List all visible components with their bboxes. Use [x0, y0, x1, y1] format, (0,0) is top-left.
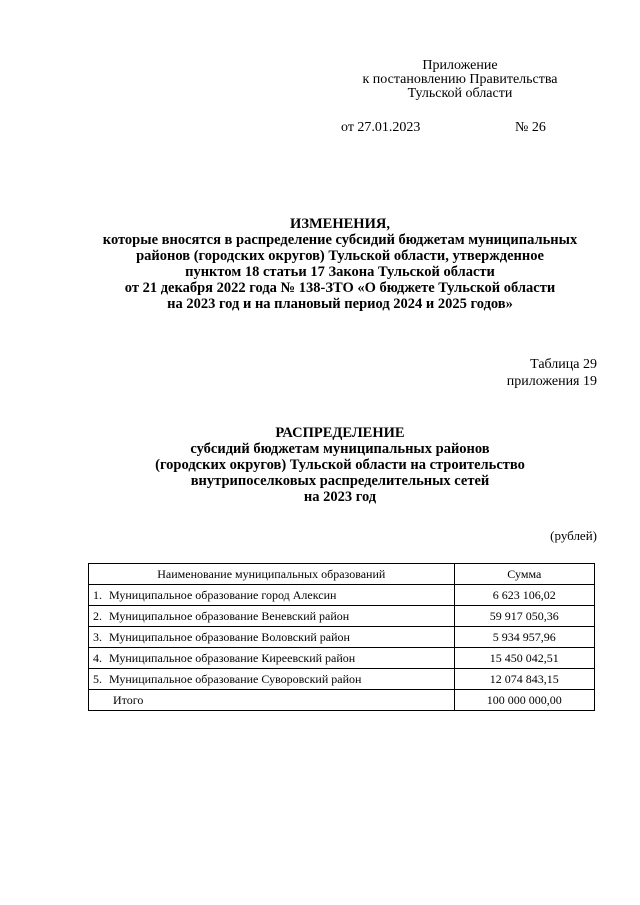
row-index: 4.	[93, 650, 102, 665]
changes-title	[40, 216, 640, 312]
row-index: 3.	[93, 629, 102, 644]
column-header-name: Наименование муниципальных образований	[89, 564, 455, 585]
appendix-decree-line: к постановлению Правительства	[362, 72, 558, 87]
table-row	[89, 606, 595, 627]
table-row	[89, 585, 595, 606]
changes-title-line: пунктом 18 статьи 17 Закона Тульской области	[185, 264, 495, 280]
distribution-title	[40, 425, 640, 505]
column-header-sum: Сумма	[454, 564, 594, 585]
table-row	[89, 627, 595, 648]
distribution-title-line: на 2023 год	[303, 489, 377, 505]
row-name-cell	[89, 627, 455, 648]
row-name-cell	[89, 585, 455, 606]
row-name-cell	[89, 648, 455, 669]
table-reference	[507, 356, 597, 390]
table-total-row	[89, 690, 595, 711]
changes-title-line: которые вносятся в распределение субсидий бюджетам муниципальных	[102, 232, 578, 248]
decree-number: № 26	[515, 120, 546, 135]
changes-title-line: от 21 декабря 2022 года № 138-ЗТО «О бюджете Тульской области	[124, 280, 556, 296]
row-sum: 6 623 106,02	[454, 585, 594, 606]
row-index: 5.	[93, 671, 102, 686]
row-name: Муниципальное образование Киреевский район	[109, 650, 356, 665]
distribution-title-line: внутрипоселковых распределительных сетей	[190, 473, 490, 489]
distribution-title-line: РАСПРЕДЕЛЕНИЕ	[275, 425, 405, 441]
table-header-row	[89, 564, 595, 585]
row-name: Муниципальное образование Воловский район	[109, 629, 350, 644]
changes-title-line: районов (городских округов) Тульской области, утвержденное	[136, 248, 544, 264]
table-number: Таблица 29	[530, 357, 597, 372]
row-index: 2.	[93, 608, 102, 623]
distribution-title-line: (городских округов) Тульской области на строительство	[155, 457, 525, 473]
table-row	[89, 669, 595, 690]
row-index: 1.	[93, 587, 102, 602]
row-sum: 5 934 957,96	[454, 627, 594, 648]
changes-title-line: ИЗМЕНЕНИЯ,	[290, 216, 390, 232]
decree-date: от 27.01.2023	[341, 120, 421, 135]
row-name-cell	[89, 606, 455, 627]
appendix-number: приложения 19	[506, 374, 597, 389]
appendix-label: Приложение	[422, 58, 498, 73]
row-name-cell	[89, 669, 455, 690]
table-row	[89, 648, 595, 669]
appendix-region-line: Тульской области	[407, 86, 513, 101]
row-name: Муниципальное образование город Алексин	[109, 587, 337, 602]
subsidy-table	[88, 563, 595, 711]
units-label: (рублей)	[550, 528, 597, 543]
changes-title-line: на 2023 год и на плановый период 2024 и 2025 годов»	[167, 296, 513, 312]
row-sum: 59 917 050,36	[454, 606, 594, 627]
row-name: Муниципальное образование Суворовский район	[109, 671, 362, 686]
row-name: Муниципальное образование Веневский район	[109, 608, 350, 623]
row-sum: 15 450 042,51	[454, 648, 594, 669]
row-sum: 12 074 843,15	[454, 669, 594, 690]
distribution-title-line: субсидий бюджетам муниципальных районов	[190, 441, 490, 457]
total-sum: 100 000 000,00	[454, 690, 594, 711]
total-label: Итого	[89, 690, 455, 711]
appendix-header	[330, 59, 590, 101]
